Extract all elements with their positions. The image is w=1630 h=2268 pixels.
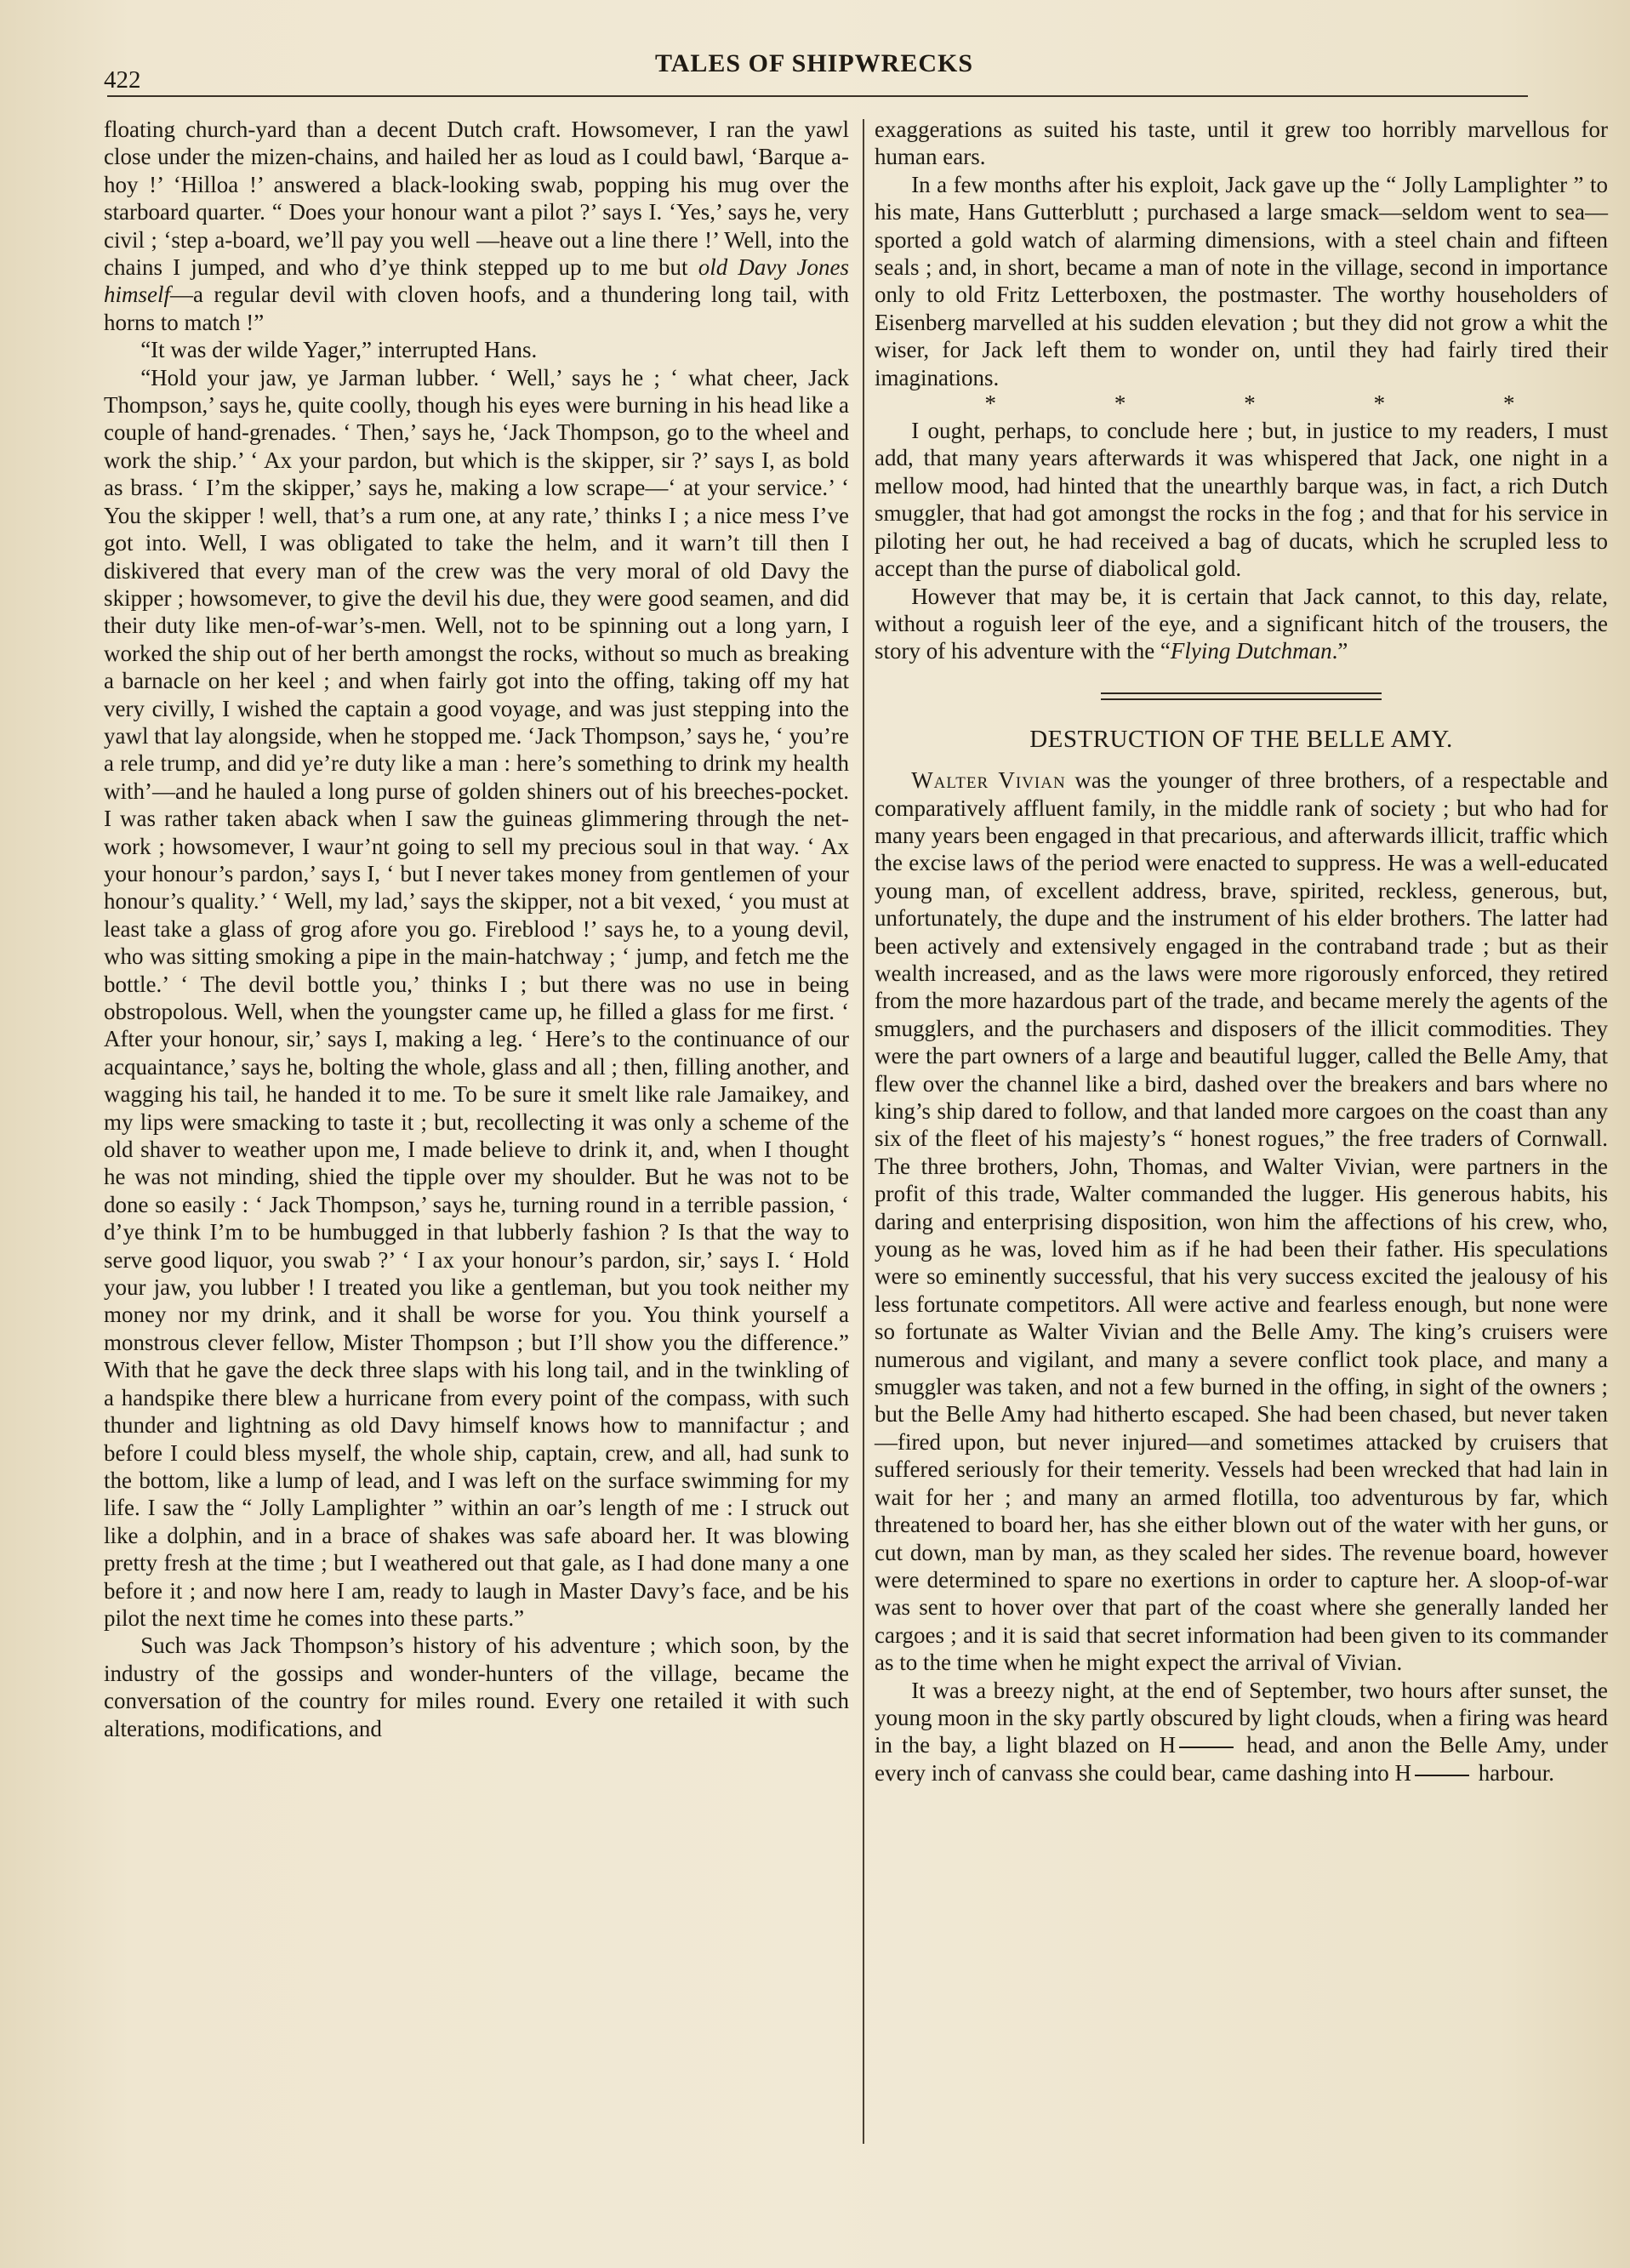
paragraph: floating church-yard than a decent Dutch craft. Howsomever, I ran the yawl close under the mizen-chains, and hailed her as loud as I could bawl, ‘Barque a-hoy !’ ‘Hilloa !’ answered a black-looking swab, popping his mug over the starboard quarter. “ Does your honour want a pilot ?’ says I. ‘Yes,’ says he, very civil ; ‘step a-board, we’ll pay you well —heave out a line there !’ Well, into the chains I jumped, and who d’ye think stepped up to me but old Davy Jones himself—a regular devil with cloven hoofs, and a thundering long tail, with horns to match !” <box>104 117 849 335</box>
header-rule <box>107 95 1528 97</box>
column-divider <box>863 119 864 2144</box>
paragraph: exaggerations as suited his taste, until it grew too horribly marvellous for human ears. <box>875 117 1608 170</box>
running-title: TALES OF SHIPWRECKS <box>654 49 974 77</box>
paragraph: “Hold your jaw, ye Jarman lubber. ‘ Well,’ says he ; ‘ what cheer, Jack Thompson,’ says he, quite coolly, though his eyes were burning in his head like a couple of hand-grenades. ‘ Then,’ says he, ‘Jack Thompson, go to the wheel and work the ship.’ ‘ Ax your pardon, but which is the skipper, sir ?’ says I, as bold as brass. ‘ I’m the skipper,’ says he, making a low scrape—‘ at your service.’ ‘ You the skipper ! well, that’s a rum one, at any rate,’ thinks I ; a nice mess I’ve got into. Well, I was obligated to take the helm, and it warn’t till then I diskivered that every man of the crew was the very moral of old Davy the skipper ; howsomever, to give the devil his due, they were good seamen, and did their duty like men-of-war’s-men. Well, not to be spinning out a long yarn, I worked the ship out of her berth amongst the rocks, without so much as breaking a barnacle on her keel ; and when fairly got into the offing, taking off my hat very civilly, I wished the captain a good voyage, and was just stepping into the yawl that lay alongside, when he stopped me. ‘Jack Thompson,’ says he, ‘ you’re a rele trump, and did ye’re duty like a man : here’s something to drink my health with’—and he hauled a long purse of golden shiners out of his breeches-pocket. I was rather taken aback when I saw the guineas glimmering through the net-work ; howsomever, I waur’nt going to sell my precious soul in that way. ‘ Ax your honour’s pardon,’ says I, ‘ but I never takes money from gentlemen of your honour’s quality.’ ‘ Well, my lad,’ says the skipper, not a bit vexed, ‘ you must at least take a glass of grog afore you go. Fireblood !’ says he, to a young devil, who was sitting smoking a pipe in the main-hatchway ; ‘ jump, and fetch me the bottle.’ ‘ The devil bottle you,’ thinks I ; but there was no use in being obstropolous. Well, when the youngster came up, he filled a glass for me first. ‘ After your honour, sir,’ says I, making a leg. ‘ Here’s to the continuance of our acquaintance,’ says he, bolting the whole, glass and all ; then, filling another, and wagging his tail, he handed it to me. To be sure it smelt like rale Jamaikey, and my lips were smacking to taste it ; but, recollecting it was only a scheme of the old shaver to weather upon me, I made believe to drink it, and, when I thought he was not minding, shied the tipple over my shoulder. But he was not to be done so easily : ‘ Jack Thompson,’ says he, turning round in a terrible passion, ‘ d’ye think I’m to be humbugged in that lubberly fashion ? Is that the way to serve good liquor, you swab ?’ ‘ I ax your honour’s pardon, sir,’ says I. ‘ Hold your jaw, you lubber ! I treated you like a gentleman, but you took neither my money nor my drink, and it shall be worse for you. You think yourself a monstrous clever fellow, Mister Thompson ; but I’ll show you the difference.” With that he gave the deck three slaps with his long tail, and in the twinkling of a handspike there blew a hurricane from every point of the compass, with such thunder and lightning as old Davy himself knows how to mannifactur ; and before I could bless myself, the whole ship, captain, crew, and all, had sunk to the bottom, like a lump of lead, and I was left on the surface swimming for my life. I saw the “ Jolly Lamplighter ” within an oar’s length of me : I struck out like a dolphin, and in a brace of shakes was safe aboard her. It was blowing pretty fresh at the time ; but I weathered out that gale, as I had done many a one before it ; and now here I am, ready to laugh in Master Davy’s face, and be his pilot the next time he comes into these parts.” <box>104 364 849 1631</box>
paragraph: I ought, perhaps, to conclude here ; but, in justice to my readers, I must add, that many years afterwards it was whispered that Jack, one night in a mellow mood, had hinted that the unearthly barque was, in fact, a rich Dutch smuggler, that had got amongst the rocks in the fog ; and that for his service in piloting her out, he had received a bag of ducats, which he scrupled less to accept than the purse of diabolical gold. <box>875 418 1608 582</box>
name-smallcaps: Walter Vivian <box>911 767 1066 794</box>
left-column <box>104 116 849 1742</box>
paragraph: In a few months after his exploit, Jack gave up the “ Jolly Lamplighter ” to his mate, Hans Gutterblutt ; purchased a large smack—seldom went to sea—sported a gold watch of alarming dimensions, with a steel chain and fifteen seals ; and, in short, became a man of note in the village, second in importance only to old Fritz Letterboxen, the postmaster. The worthy householders of Eisenberg marvelled at his sudden elevation ; but they did not grow a whit the wiser, for Jack left them to wonder on, until they had fairly tired their imaginations. <box>875 171 1608 390</box>
paragraph: Walter Vivian was the younger of three brothers, of a respectable and comparatively affluent family, in the middle rank of society ; but who had for many years been engaged in that precarious, and afterwards illicit, traffic which the excise laws of the period were enacted to suppress. He was a well-educated young man, of excellent address, brave, spirited, reckless, generous, but, unfortunately, the dupe and the instrument of his elder brothers. The latter had been actively and extensively engaged in the contraband trade ; but as their wealth increased, and as the laws were more rigorously enforced, they retired from the more hazardous part of the trade, and became merely the agents of the smugglers, and the purchasers and disposers of the illicit commodities. They were the part owners of a large and beautiful lugger, called the Belle Amy, that flew over the channel like a bird, dashed over the breakers and bars where no king’s ship dared to follow, and that landed more cargoes on the coast than any six of the fleet of his majesty’s “ honest rogues,” the free traders of Cornwall. The three brothers, John, Thomas, and Walter Vivian, were partners in the profit of this trade, Walter commanded the lugger. His generous habits, his daring and enterprising disposition, won him the affections of his crew, who, young as he was, loved him as if he had been their father. His speculations were so eminently successful, that his very success excited the jealousy of his less fortunate competitors. All were active and fearless enough, but none were so fortunate as Walter Vivian and the Belle Amy. The king’s cruisers were numerous and vigilant, and many a severe conflict took place, and many a smuggler was taken, and not a few burned in the offing, in sight of the owners ; but the Belle Amy had hitherto escaped. She had been chased, but never taken—fired upon, but never injured—and sometimes attacked by cruisers that suffered seriously for their temerity. Vessels had been wrecked that had lain in wait for her ; and many an armed flotilla, too adventurous by far, which threatened to board her, has she either blown out of the water with her guns, or cut down, man by man, as they scaled her sides. The revenue board, however were determined to spare no exertions in order to capture her. A sloop-of-war was sent to hover over that part of the coast where she generally landed her cargoes ; and it is said that secret information had been given to its commander as to the time when he might expect the arrival of Vivian. <box>875 767 1608 1676</box>
blank-dash <box>1415 1775 1469 1776</box>
page-header <box>95 44 1533 94</box>
article-title: DESTRUCTION OF THE BELLE AMY. <box>1029 725 1453 753</box>
title-rules <box>1101 692 1382 700</box>
paragraph: “It was der wilde Yager,” interrupted Hans. <box>140 337 538 363</box>
italic-phrase: old Davy Jones himself <box>104 254 849 308</box>
italic-phrase: Flying Dutchman <box>1170 638 1332 664</box>
page-number: 422 <box>104 66 141 94</box>
paragraph: It was a breezy night, at the end of September, two hours after sunset, the young moon in the sky partly obscured by light clouds, when a firing was heard in the bay, a light blazed on H head, and anon the Belle Amy, under every inch of canvass she could bear, came dashing into H harbour. <box>875 1677 1608 1786</box>
blank-dash <box>1179 1747 1234 1748</box>
paragraph: Such was Jack Thompson’s history of his adventure ; which soon, by the industry of the gossips and wonder-hunters of the village, became the conversation of the country for miles round. Every one retailed it with such alterations, modifications, and <box>104 1633 849 1741</box>
paragraph: However that may be, it is certain that Jack cannot, to this day, relate, without a roguish leer of the eye, and a significant hitch of the trousers, the story of his adventure with the “Flying Dutchman.” <box>875 583 1608 664</box>
section-break-stars: * * * * * <box>984 390 1515 417</box>
right-column <box>875 116 1608 1786</box>
